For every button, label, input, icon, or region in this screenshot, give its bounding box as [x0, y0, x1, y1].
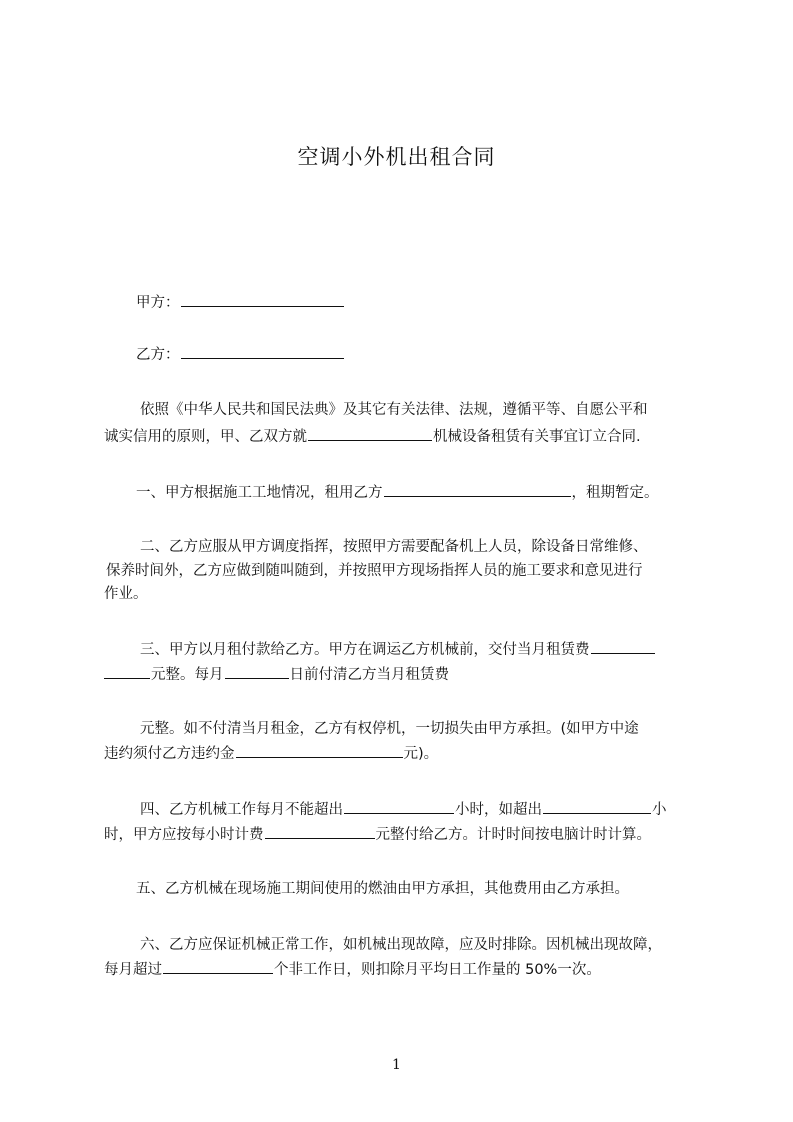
clause-2-line-2: 保养时间外，乙方应做到随叫随到，并按照甲方现场指挥人员的施工要求和意见进行	[106, 563, 643, 579]
clause-5: 五、乙方机械在现场施工期间使用的燃油由甲方承担，其他费用由乙方承担。	[136, 881, 629, 897]
page-number: 1	[392, 1057, 401, 1073]
party-a-label: 甲方：	[136, 295, 180, 311]
clause-3-line-2	[104, 662, 704, 687]
party-a-blank[interactable]	[181, 290, 344, 307]
max-hours-blank[interactable]	[344, 797, 454, 814]
clause-3-text-4b: 元)。	[403, 746, 439, 762]
clause-3-text-2b: 日前付清乙方当月租赁费	[289, 667, 449, 683]
intro-text-a: 诚实信用的原则，甲、乙双方就	[104, 429, 307, 445]
hourly-fee-blank[interactable]	[265, 822, 375, 839]
monthly-rent-blank-a[interactable]	[591, 637, 655, 654]
monthly-rent-blank-b[interactable]	[104, 662, 150, 679]
clause-4-text-2b: 元整付给乙方。计时时间按电脑计时计算。	[375, 827, 651, 843]
party-b-blank[interactable]	[181, 342, 344, 359]
clause-6-text-2b: 个非工作日，则扣除月平均日工作量的 50%一次。	[274, 962, 601, 978]
clause-4-text-1c: 小	[652, 802, 667, 818]
party-b-line	[136, 342, 736, 367]
intro-line-2	[104, 424, 704, 449]
document-title: 空调小外机出租合同	[297, 145, 496, 169]
equipment-name-blank[interactable]	[308, 424, 432, 441]
clause-4-text-1a: 四、乙方机械工作每月不能超出	[140, 802, 343, 818]
intro-line-1: 依照《中华人民共和国民法典》及其它有关法律、法规，遵循平等、自愿公平和	[140, 402, 648, 418]
rented-machine-blank[interactable]	[384, 480, 571, 497]
clause-1	[136, 480, 736, 505]
clause-3-text-1: 三、甲方以月租付款给乙方。甲方在调运乙方机械前，交付当月租赁费	[140, 642, 590, 658]
clause-6-line-2	[104, 957, 704, 982]
clause-4-line-1	[140, 797, 740, 822]
non-working-days-blank[interactable]	[163, 957, 273, 974]
penalty-amount-blank[interactable]	[236, 741, 403, 758]
clause-1-text-b: ，租期暂定。	[571, 485, 659, 501]
clause-3-text-2a: 元整。每月	[151, 667, 224, 683]
clause-6-line-1: 六、乙方应保证机械正常工作，如机械出现故障，应及时排除。因机械出现故障，	[140, 937, 662, 953]
clause-3-text-4a: 违约须付乙方违约金	[104, 746, 235, 762]
party-a-line	[136, 290, 736, 315]
party-b-label: 乙方：	[136, 347, 180, 363]
intro-text-b: 机械设备租赁有关事宜订立合同.	[433, 429, 641, 445]
clause-2-line-3: 作业。	[104, 586, 148, 602]
clause-4-text-2a: 时，甲方应按每小时计费	[104, 827, 264, 843]
clause-2-line-1: 二、乙方应服从甲方调度指挥，按照甲方需要配备机上人员，除设备日常维修、	[140, 539, 648, 555]
clause-3-line-4	[104, 741, 704, 766]
clause-6-text-2a: 每月超过	[104, 962, 162, 978]
clause-3-line-3: 元整。如不付清当月租金，乙方有权停机，一切损失由甲方承担。(如甲方中途	[140, 721, 639, 737]
clause-4-line-2	[104, 822, 704, 847]
overtime-hours-blank[interactable]	[543, 797, 651, 814]
payment-day-blank[interactable]	[225, 662, 289, 679]
clause-4-text-1b: 小时，如超出	[455, 802, 542, 818]
clause-1-text-a: 一、甲方根据施工工地情况，租用乙方	[136, 485, 383, 501]
clause-3-line-1	[140, 637, 740, 662]
